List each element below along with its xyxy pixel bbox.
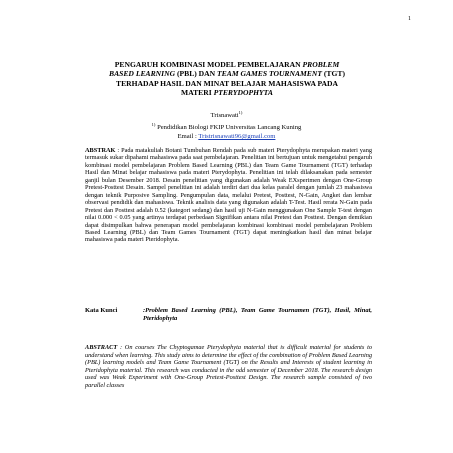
title-line-3: TERHADAP HASIL DAN MINAT BELAJAR MAHASISWA PADA	[116, 78, 338, 88]
title-line-4: MATERI PTERYDOPHYTA	[181, 87, 273, 97]
author-affiliation: $^{1)}$ Pendidikan Biologi FKIP Universitas Lancang Kuning	[151, 122, 302, 132]
paper-title	[86, 60, 368, 97]
abstract-en-label: ABSTRACT	[85, 344, 118, 351]
title-line-1: PENGARUH KOMBINASI MODEL PEMBELAJARAN PROBLEM	[114, 60, 340, 69]
keywords-text: :Problem Based Learning (PBL), Team Game Tournamen (TGT), Hasil, Minat, Pteridophyta	[143, 307, 372, 322]
abstrak-label: ABSTRAK	[85, 147, 116, 154]
keywords-section	[85, 307, 372, 323]
email-link[interactable]: Tristrisnawati96@gmail.com	[198, 133, 276, 141]
page-number: 1	[408, 16, 411, 22]
title-line-2: BASED LEARNING (PBL) DAN TEAM GAMES TOURNAMENT (TGT)	[109, 69, 345, 79]
author-block	[100, 108, 353, 141]
keywords-label: Kata Kunci	[85, 307, 118, 314]
author-email: Email : Tristrisnawati96@gmail.com	[177, 133, 276, 141]
abstract-en-text: : On courses The Chyptogamae Pterydophyta material that is difficult material for students to understand when learning. This study aims to determine the effect of the combination of Problem Based Learning (PBL) learning models and Team Game Tournament (TGT) on the Results and Interests of student learning in Pteridophyta material. This research was conducted in the odd semester of December 2018. The research design used was Weak Experiment with One-Group Pretest-Posttest Design. The research sample consisted of two parallel classes	[85, 344, 372, 389]
author-name: Trisnawati$^{1)}$	[210, 110, 243, 120]
abstract-en-section	[85, 344, 372, 389]
abstrak-text: : Pada matakuliah Botani Tumbuhan Rendah pada sub materi Pterydophyta merupakan materi yang termasuk sukar dipahami mahasiswa pada saat pembelajaran. Penelitian ini bertujuan untuk mengetahui pengaruh kombinasi model pembelajaran Problem Based Learning (PBL) dan Team Game Tournament (TGT) terhadap Hasil dan Minat belajar mahasiswa pada materi Pterydophyta. Penelitian ini telah dilaksanakan pada semester ganjil bulan Desember 2018. Desain penelitian yang digunakan adalah Weak EXsperimen dengan One-Group Pretest-Posttest Desain. Sampel penelitian ini adalah terdiri dari dua kelas paralel dengan jumlah 23 mahasiswa dengan teknik Purposive Sampling. Pengumpulan data, melalui Pretest, Posttest, N-Gain, Angket dan lembar observasi pendidik dan mahasiswa. Teknik analisis data yang digunakan adalah T-Test. Hasil rerata N-Gain pada Pretest dan Posttest adalah 0.52 (kategori sedang) dan hasil uji N-Gain menggunakan One Sample T-test dengan nilai 0.000 < 0.05 yang artinya terdapat perbedaan Signifikan antara nilai Pretest dan Posttest. Dengan demikian dapat disimpulkan bahwa penerapan model pembelajaran kombinasi kombinasi model pembelajaran Problem Based Learning (PBL) dan Team Games Tournament (TGT) dapat meningkatkan hasil dan minat belajar mahasiswa pada materi Pteridophyta.	[85, 147, 373, 244]
abstrak-section	[85, 147, 372, 244]
